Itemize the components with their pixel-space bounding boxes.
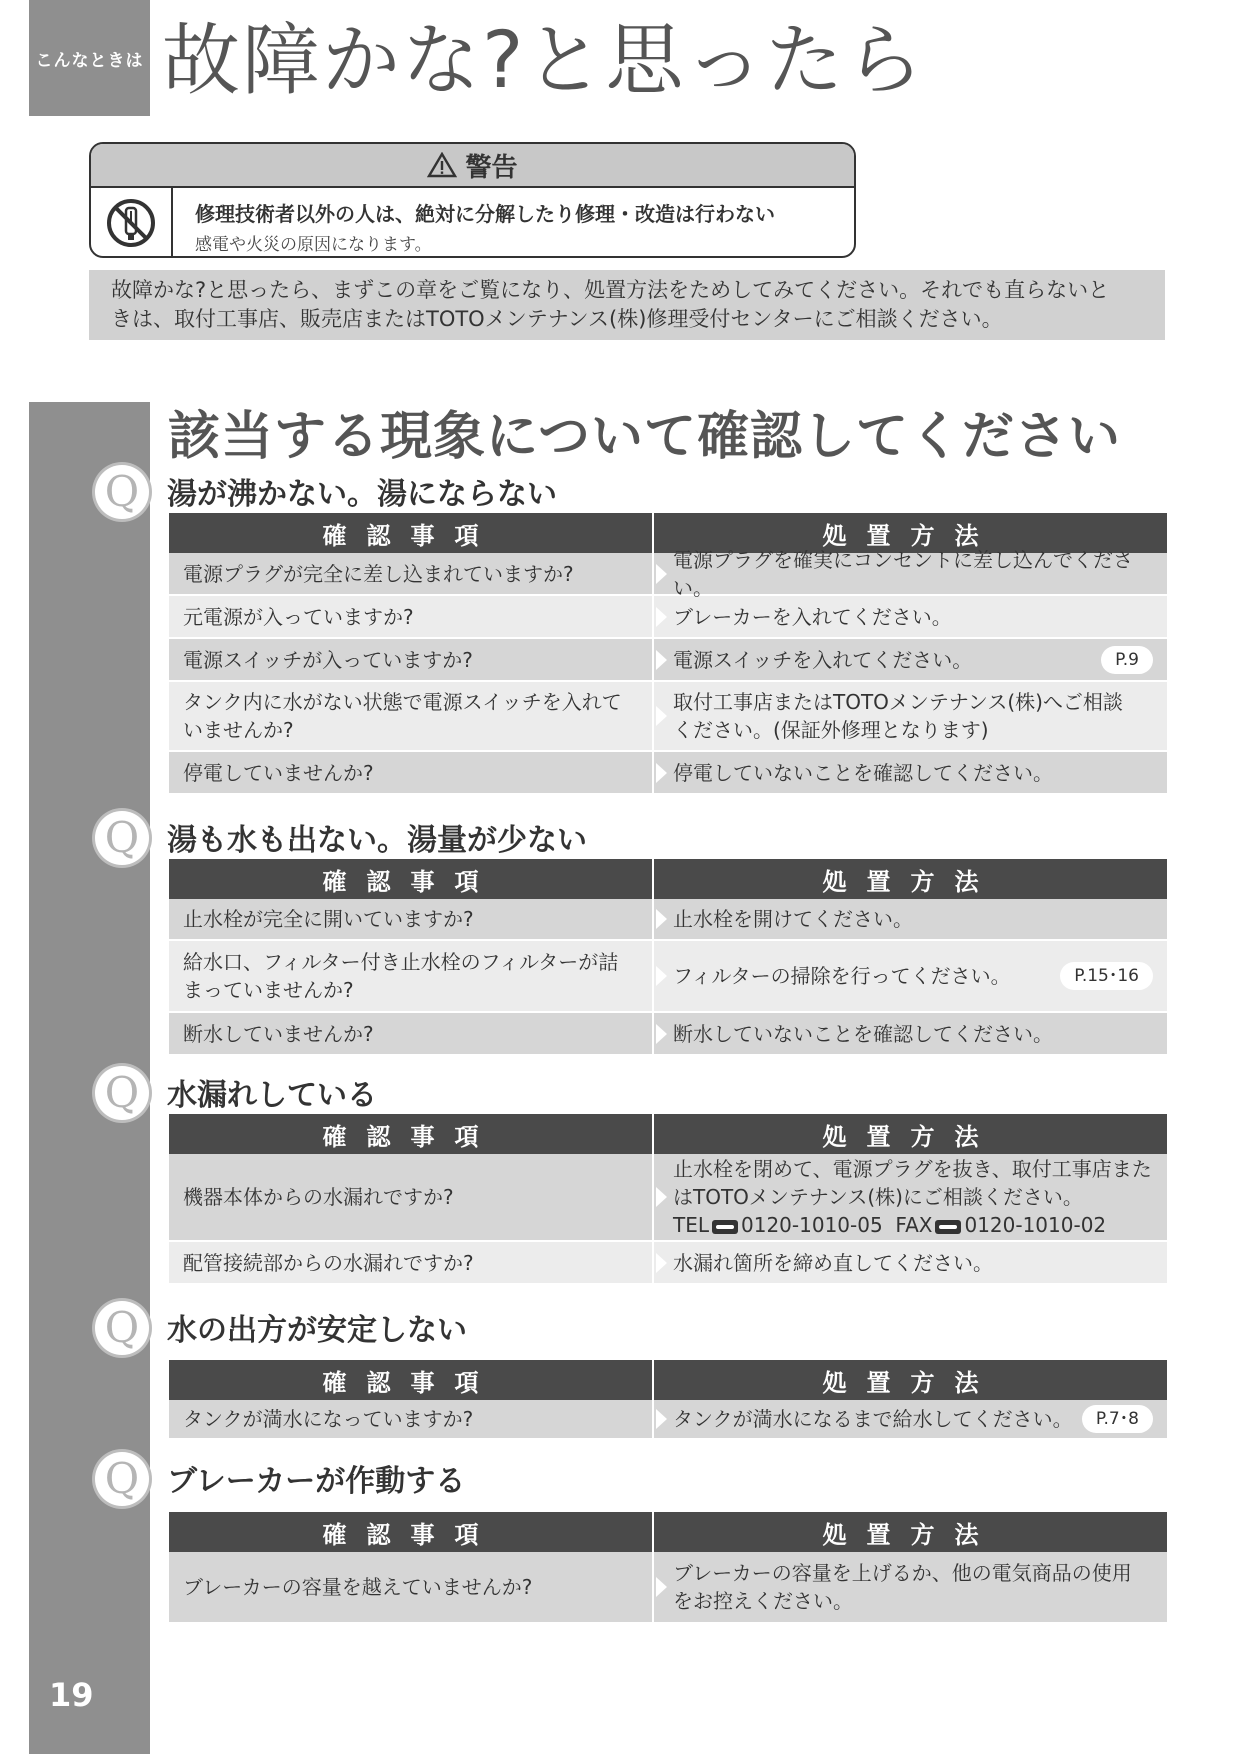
q-badge: Q bbox=[95, 465, 149, 519]
table-header bbox=[169, 1512, 1167, 1552]
warning-triangle-icon bbox=[427, 152, 457, 178]
table-row bbox=[169, 1400, 1167, 1440]
header-action: 処置方法 bbox=[822, 521, 999, 550]
action-cell: 水漏れ箇所を締め直してください。 bbox=[654, 1242, 1167, 1283]
arrow-icon bbox=[656, 1187, 667, 1207]
action-cell: 止水栓を閉めて、電源プラグを抜き、取付工事店また はTOTOメンテナンス(株)にご相談ください。 TEL 0120-1010-05 FAX 0120-1010-02 bbox=[654, 1154, 1167, 1240]
check-cell: 断水していませんか? bbox=[169, 1013, 654, 1054]
table-header bbox=[169, 1114, 1167, 1154]
question-title: 水漏れしている bbox=[167, 1078, 377, 1113]
table-row bbox=[169, 682, 1167, 752]
arrow-icon bbox=[656, 564, 667, 584]
table-row bbox=[169, 547, 1167, 600]
check-cell: 停電していませんか? bbox=[169, 752, 654, 793]
header-action: 処置方法 bbox=[822, 1122, 999, 1151]
action-cell: 停電していないことを確認してください。 bbox=[654, 752, 1167, 793]
question-table bbox=[169, 1360, 1167, 1440]
check-cell: 配管接続部からの水漏れですか? bbox=[169, 1242, 654, 1283]
page-title: 故障かな?と思ったら bbox=[162, 16, 926, 106]
intro-text bbox=[89, 270, 1165, 340]
warning-box bbox=[89, 142, 856, 258]
question-title: ブレーカーが作動する bbox=[167, 1464, 466, 1499]
check-cell: 止水栓が完全に開いていますか? bbox=[169, 899, 654, 939]
check-cell: タンクが満水になっていますか? bbox=[169, 1400, 654, 1438]
header-check: 確認事項 bbox=[169, 859, 654, 899]
q-badge: Q bbox=[95, 1301, 149, 1355]
arrow-icon bbox=[656, 650, 667, 670]
header-action: 処置方法 bbox=[822, 867, 999, 896]
header-action: 処置方法 bbox=[822, 1520, 999, 1549]
table-row bbox=[169, 1552, 1167, 1624]
table-row bbox=[169, 752, 1167, 795]
arrow-icon bbox=[656, 706, 667, 726]
action-cell: 取付工事店またはTOTOメンテナンス(株)へご相談 ください。(保証外修理となります) bbox=[654, 682, 1167, 750]
check-cell: タンク内に水がない状態で電源スイッチを入れて いませんか? bbox=[169, 682, 654, 750]
freedial-icon bbox=[712, 1220, 738, 1234]
action-cell: タンクが満水になるまで給水してください。 P.7･8 bbox=[654, 1400, 1167, 1438]
warning-sub-text: 感電や火災の原因になります。 bbox=[195, 235, 432, 255]
q-badge: Q bbox=[95, 1066, 149, 1120]
arrow-icon bbox=[656, 1253, 667, 1273]
action-cell: 電源プラグを確実にコンセントに差し込んでください。 bbox=[654, 553, 1167, 594]
page-reference: P.9 bbox=[1101, 646, 1153, 674]
action-cell: 止水栓を開けてください。 bbox=[654, 899, 1167, 939]
check-cell: 電源スイッチが入っていますか? bbox=[169, 639, 654, 680]
arrow-icon bbox=[656, 763, 667, 783]
check-cell: ブレーカーの容量を越えていませんか? bbox=[169, 1552, 654, 1622]
question-table bbox=[169, 859, 1167, 1056]
action-cell: 断水していないことを確認してください。 bbox=[654, 1013, 1167, 1054]
page-reference: P.7･8 bbox=[1082, 1405, 1153, 1433]
warning-heading: 警告 bbox=[465, 152, 518, 183]
table-header bbox=[169, 1360, 1167, 1400]
question-title: 湯も水も出ない。湯量が少ない bbox=[167, 823, 587, 858]
question-table bbox=[169, 513, 1167, 795]
chapter-tab-label: こんなときは bbox=[35, 51, 144, 71]
table-row bbox=[169, 941, 1167, 1013]
check-cell: 機器本体からの水漏れですか? bbox=[169, 1154, 654, 1240]
question-title: 水の出方が安定しない bbox=[167, 1313, 467, 1348]
table-row bbox=[169, 899, 1167, 941]
table-row bbox=[169, 1013, 1167, 1056]
check-cell: 元電源が入っていますか? bbox=[169, 596, 654, 637]
question-table bbox=[169, 1512, 1167, 1624]
header-check: 確認事項 bbox=[169, 1360, 654, 1400]
header-check: 確認事項 bbox=[169, 1114, 654, 1154]
header-action: 処置方法 bbox=[822, 1368, 999, 1397]
action-cell: フィルターの掃除を行ってください。 P.15･16 bbox=[654, 941, 1167, 1011]
table-row bbox=[169, 1154, 1167, 1242]
question-title: 湯が沸かない。湯にならない bbox=[167, 477, 557, 512]
table-row bbox=[169, 1242, 1167, 1285]
action-cell: 電源スイッチを入れてください。 P.9 bbox=[654, 639, 1167, 680]
table-header bbox=[169, 859, 1167, 899]
intro-line: きは、取付工事店、販売店またはTOTOメンテナンス(株)修理受付センターにご相談ください。 bbox=[111, 307, 1003, 331]
arrow-icon bbox=[656, 1577, 667, 1597]
question-table bbox=[169, 1114, 1167, 1285]
arrow-icon bbox=[656, 607, 667, 627]
header-check: 確認事項 bbox=[169, 1512, 654, 1552]
action-cell: ブレーカーの容量を上げるか、他の電気商品の使用 をお控えください。 bbox=[654, 1552, 1167, 1622]
page-number: 19 bbox=[49, 1676, 94, 1714]
chapter-tab bbox=[29, 0, 150, 116]
warning-main-text: 修理技術者以外の人は、絶対に分解したり修理・改造は行わない bbox=[195, 202, 775, 226]
table-row bbox=[169, 596, 1167, 639]
arrow-icon bbox=[656, 966, 667, 986]
table-row bbox=[169, 639, 1167, 682]
arrow-icon bbox=[656, 1024, 667, 1044]
page-reference: P.15･16 bbox=[1060, 962, 1153, 990]
freedial-icon bbox=[935, 1220, 961, 1234]
header-check: 確認事項 bbox=[169, 513, 654, 553]
check-cell: 電源プラグが完全に差し込まれていますか? bbox=[169, 553, 654, 594]
no-disassembly-icon bbox=[105, 197, 157, 249]
section-title: 該当する現象について確認してください bbox=[168, 407, 1121, 467]
arrow-icon bbox=[656, 1409, 667, 1429]
action-cell: ブレーカーを入れてください。 bbox=[654, 596, 1167, 637]
q-badge: Q bbox=[95, 1452, 149, 1506]
check-cell: 給水口、フィルター付き止水栓のフィルターが詰 まっていませんか? bbox=[169, 941, 654, 1011]
q-badge: Q bbox=[95, 811, 149, 865]
intro-line: 故障かな?と思ったら、まずこの章をご覧になり、処置方法をためしてみてください。それでも直らないと bbox=[111, 278, 1110, 302]
contact-numbers: TEL 0120-1010-05 FAX 0120-1010-02 bbox=[673, 1213, 1107, 1237]
warning-header bbox=[91, 144, 854, 188]
arrow-icon bbox=[656, 909, 667, 929]
